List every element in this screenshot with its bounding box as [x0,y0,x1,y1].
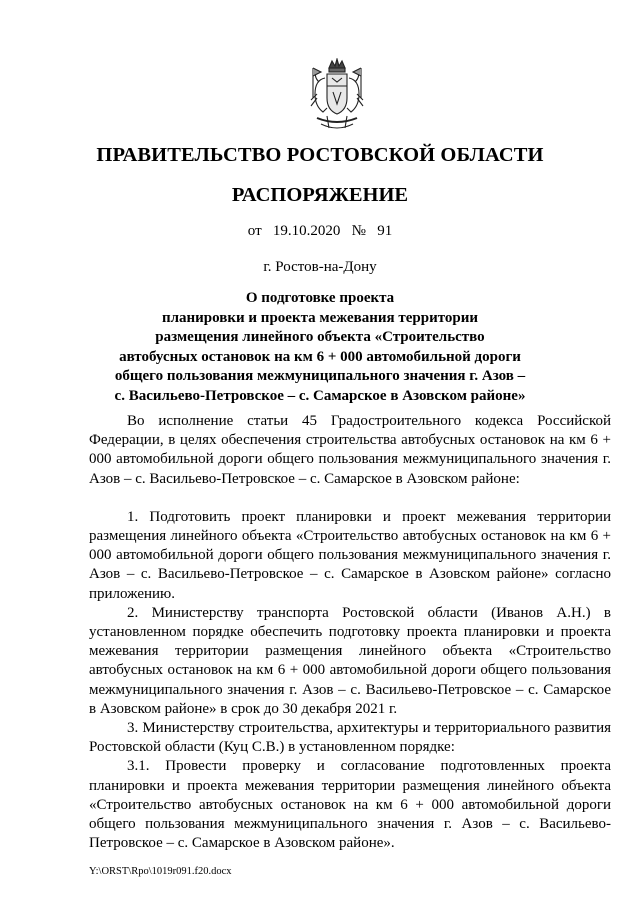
government-title: ПРАВИТЕЛЬСТВО РОСТОВСКОЙ ОБЛАСТИ [96,144,544,166]
clause-1: 1. Подготовить проект планировки и проект межевания территории размещения линейного объекта «Строительство автобусных остановок на км 6 + 000 автомобильной дороги общего пользования межмуниципального значения г. Азов – с. Васильево-Петровское – с. Самарское в Азовском районе» согласно приложению. [89,508,611,602]
file-path-footer: Y:\ORST\Rpo\1019r091.f20.docx [89,866,232,877]
document-date: 19.10.2020 [272,223,341,239]
preamble-paragraph: Во исполнение статьи 45 Градостроительного кодекса Российской Федерации, в целях обеспечения строительства автобусных остановок на км 6 + 000 автомобильной дороги общего пользования межмуниципального значения г. Азов – с. Васильево-Петровское – с. Самарское в Азовском районе: [89,413,611,487]
document-number: 91 [377,223,393,239]
city: г. Ростов-на-Дону [263,259,377,275]
subject-line: О подготовке проекта [245,290,395,306]
date-number-line [0,223,640,240]
date-prefix: от [247,223,262,239]
clause-2: 2. Министерству транспорта Ростовской области (Иванов А.Н.) в установленном порядке обеспечить подготовку проекта планировки и проекта межевания территории размещения линейного объекта «Строительство автобусных остановок на км 6 + 000 автомобильной дороги общего пользования межмуниципального значения г. Азов – с. Васильево-Петровское – с. Самарское в Азовском районе» в срок до 30 декабря 2021 г. [89,604,611,717]
document-subject [0,289,640,406]
document-body [89,412,611,853]
subject-line: с. Васильево-Петровское – с. Самарское в Азовском районе» [114,387,526,404]
subject-line: автобусных остановок на км 6 + 000 автомобильной дороги [119,348,521,365]
clause-3-1: 3.1. Провести проверку и согласование подготовленных проекта планировки и проекта межевания территории размещения линейного объекта «Строительство автобусных остановок на км 6 + 000 автомобильной дороги общего пользования межмуниципального значения г. Азов – с. Васильево-Петровское – с. Самарское в Азовском районе». [89,758,611,852]
coat-of-arms-icon [305,58,369,136]
clause-3: 3. Министерству строительства, архитектуры и территориального развития Ростовской области (Куц С.В.) в установленном порядке: [89,720,611,756]
number-sign: № [351,223,366,239]
subject-line: общего пользования межмуниципального значения г. Азов – [114,368,526,384]
subject-line: планировки и проекта межевания территории [161,309,479,326]
subject-line: размещения линейного объекта «Строительство [155,329,485,345]
document-kind: РАСПОРЯЖЕНИЕ [231,184,409,206]
